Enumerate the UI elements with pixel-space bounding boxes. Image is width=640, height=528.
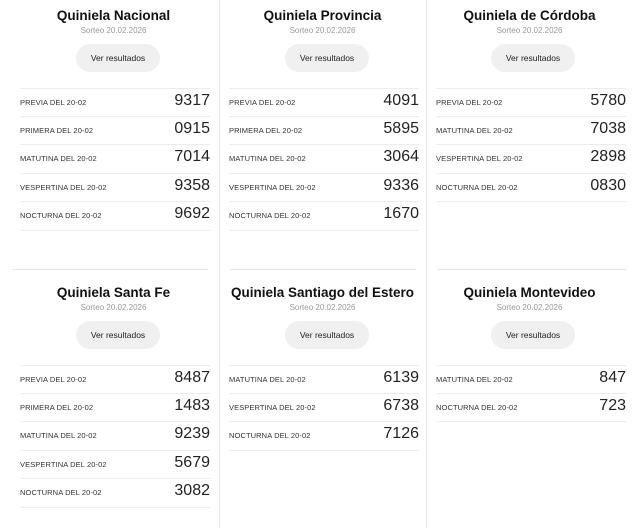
ver-resultados-button[interactable]: Ver resultados <box>491 44 575 72</box>
result-row[interactable] <box>436 88 626 117</box>
draw-label: NOCTURNA DEL 20-02 <box>20 211 102 220</box>
ver-resultados-button[interactable]: Ver resultados <box>285 44 369 72</box>
draw-label: MATUTINA DEL 20-02 <box>229 375 306 384</box>
result-row[interactable] <box>20 117 210 146</box>
draw-date: Sorteo 20.02.2026 <box>496 26 563 35</box>
ver-resultados-button[interactable]: Ver resultados <box>76 321 160 349</box>
winning-number: 7038 <box>590 119 626 137</box>
result-row[interactable] <box>436 394 626 423</box>
result-row[interactable] <box>436 174 626 203</box>
winning-number: 847 <box>599 369 626 386</box>
results-list <box>436 365 626 422</box>
winning-number: 6139 <box>383 369 419 386</box>
result-row[interactable] <box>20 88 210 117</box>
winning-number: 9692 <box>174 205 210 222</box>
quiniela-card <box>10 285 217 525</box>
winning-number: 723 <box>599 396 626 414</box>
draw-date: Sorteo 20.02.2026 <box>289 26 356 35</box>
winning-number: 0915 <box>174 119 210 137</box>
ver-resultados-button[interactable]: Ver resultados <box>285 321 369 349</box>
result-row[interactable] <box>20 451 210 480</box>
draw-label: NOCTURNA DEL 20-02 <box>436 402 518 412</box>
draw-label: PREVIA DEL 20-02 <box>20 98 87 107</box>
draw-label: MATUTINA DEL 20-02 <box>20 154 97 163</box>
quiniela-card <box>426 285 633 525</box>
winning-number: 5895 <box>383 119 419 137</box>
result-row[interactable] <box>229 365 419 394</box>
card-title: Quiniela Montevideo <box>463 285 596 300</box>
draw-label: MATUTINA DEL 20-02 <box>229 154 306 163</box>
results-list <box>20 365 210 508</box>
ver-resultados-button[interactable]: Ver resultados <box>491 321 575 349</box>
card-title: Quiniela Nacional <box>56 8 171 23</box>
winning-number: 7014 <box>174 148 210 165</box>
draw-date: Sorteo 20.02.2026 <box>80 303 147 312</box>
draw-label: VESPERTINA DEL 20-02 <box>229 402 316 412</box>
draw-label: NOCTURNA DEL 20-02 <box>436 182 518 192</box>
result-row[interactable] <box>20 394 210 423</box>
winning-number: 1483 <box>174 396 210 414</box>
draw-date: Sorteo 20.02.2026 <box>80 26 147 35</box>
draw-label: PREVIA DEL 20-02 <box>20 375 87 384</box>
draw-date: Sorteo 20.02.2026 <box>496 303 563 312</box>
result-row[interactable] <box>20 365 210 394</box>
draw-label: MATUTINA DEL 20-02 <box>436 125 513 135</box>
draw-label: NOCTURNA DEL 20-02 <box>20 488 102 497</box>
winning-number: 8487 <box>174 369 210 386</box>
results-list <box>436 88 626 202</box>
draw-label: PRIMERA DEL 20-02 <box>20 402 94 412</box>
draw-label: NOCTURNA DEL 20-02 <box>229 211 311 220</box>
winning-number: 5780 <box>590 92 626 109</box>
draw-label: MATUTINA DEL 20-02 <box>436 375 513 384</box>
result-row[interactable] <box>20 202 210 231</box>
draw-label: VESPERTINA DEL 20-02 <box>20 182 107 192</box>
winning-number: 3082 <box>174 482 210 499</box>
results-list <box>229 365 419 451</box>
draw-label: PRIMERA DEL 20-02 <box>229 125 303 135</box>
winning-number: 0830 <box>590 176 626 194</box>
card-title: Quiniela de Córdoba <box>463 8 596 23</box>
quiniela-card <box>219 8 426 248</box>
result-row[interactable] <box>436 117 626 146</box>
draw-label: MATUTINA DEL 20-02 <box>20 431 97 440</box>
results-list <box>229 88 419 231</box>
quiniela-card <box>10 8 217 248</box>
draw-label: PREVIA DEL 20-02 <box>229 98 296 107</box>
result-row[interactable] <box>436 145 626 174</box>
results-list <box>20 88 210 231</box>
result-row[interactable] <box>436 365 626 394</box>
result-row[interactable] <box>229 174 419 203</box>
result-row[interactable] <box>229 422 419 451</box>
card-title: Quiniela Santa Fe <box>56 285 171 300</box>
winning-number: 9336 <box>383 176 419 194</box>
card-title: Quiniela Santiago del Estero <box>230 285 415 300</box>
ver-resultados-button[interactable]: Ver resultados <box>76 44 160 72</box>
draw-label: PRIMERA DEL 20-02 <box>20 125 94 135</box>
result-row[interactable] <box>20 422 210 451</box>
winning-number: 9358 <box>174 176 210 194</box>
card-title: Quiniela Provincia <box>263 8 382 23</box>
result-row[interactable] <box>229 394 419 423</box>
result-row[interactable] <box>229 88 419 117</box>
winning-number: 4091 <box>383 92 419 109</box>
divider <box>12 269 208 270</box>
result-row[interactable] <box>229 145 419 174</box>
result-row[interactable] <box>20 145 210 174</box>
winning-number: 3064 <box>383 148 419 165</box>
draw-date: Sorteo 20.02.2026 <box>289 303 356 312</box>
result-row[interactable] <box>229 117 419 146</box>
draw-label: NOCTURNA DEL 20-02 <box>229 431 311 440</box>
winning-number: 2898 <box>590 148 626 165</box>
draw-label: VESPERTINA DEL 20-02 <box>20 459 107 469</box>
draw-label: VESPERTINA DEL 20-02 <box>229 182 316 192</box>
draw-label: VESPERTINA DEL 20-02 <box>436 154 523 163</box>
winning-number: 6738 <box>383 396 419 414</box>
divider <box>230 269 416 270</box>
winning-number: 1670 <box>383 205 419 222</box>
winning-number: 5679 <box>174 453 210 471</box>
result-row[interactable] <box>20 479 210 508</box>
winning-number: 9239 <box>174 425 210 442</box>
draw-label: PREVIA DEL 20-02 <box>436 98 503 107</box>
winning-number: 9317 <box>174 92 210 109</box>
result-row[interactable] <box>229 202 419 231</box>
result-row[interactable] <box>20 174 210 203</box>
quiniela-card <box>219 285 426 525</box>
divider <box>437 269 627 270</box>
quiniela-card <box>426 8 633 248</box>
winning-number: 7126 <box>383 425 419 442</box>
